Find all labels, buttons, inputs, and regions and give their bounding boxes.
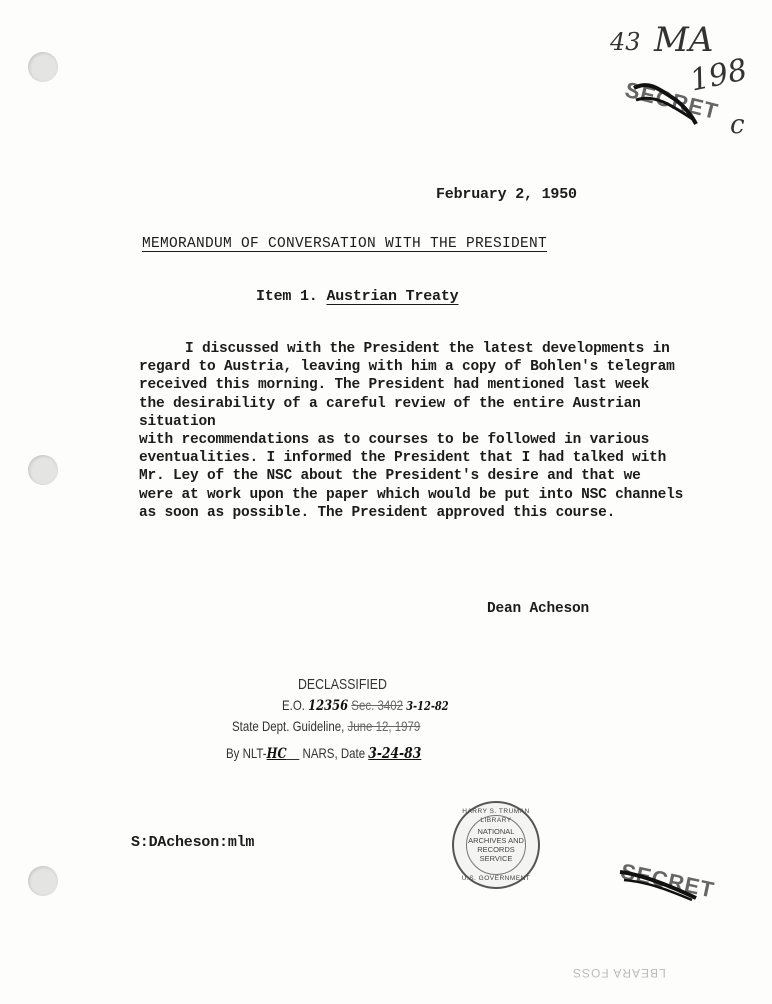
eo-struck: Sec. 3402 <box>351 697 404 713</box>
punch-hole <box>28 866 58 896</box>
item-subject: Austrian Treaty <box>326 288 459 305</box>
body-line: the desirability of a careful review of the entire Austrian situation <box>139 395 641 430</box>
strike-mark-bottom <box>618 864 702 904</box>
body-line: regard to Austria, leaving with him a copy of Bohlen's telegram <box>139 359 675 376</box>
body-line: were at work upon the paper which would be put into NSC channels <box>139 486 684 503</box>
handwritten-scribble: 198 <box>686 52 751 99</box>
seal-line: SERVICE <box>479 854 513 863</box>
by-label: By NLT- <box>226 745 267 761</box>
memo-date: February 2, 1950 <box>436 186 577 203</box>
truman-library-seal <box>452 801 540 889</box>
guideline-line <box>232 718 420 734</box>
seal-ring-top: HARRY S. TRUMAN LIBRARY <box>462 808 530 824</box>
signer-name: Dean Acheson <box>487 601 590 617</box>
nars-label: NARS, Date <box>302 745 366 761</box>
strike-mark-top <box>630 80 700 130</box>
guideline-label: State Dept. Guideline, <box>232 718 345 734</box>
punch-hole <box>28 52 58 82</box>
memo-title: MEMORANDUM OF CONVERSATION WITH THE PRESIDENT <box>142 236 548 252</box>
body-line: received this morning. The President had mentioned last week <box>139 377 650 394</box>
item-label: Item 1. <box>256 288 318 305</box>
classification-secret-bottom: SECRET <box>618 858 717 903</box>
item-heading <box>256 288 458 305</box>
eo-line <box>282 697 449 714</box>
body-line: eventualities. I informed the President that I had talked with <box>139 450 667 467</box>
guideline-struck: June 12, 1979 <box>347 718 421 734</box>
memo-body <box>139 340 699 522</box>
handwritten-initials: MA <box>654 20 714 60</box>
seal-ring-bottom: U.S. GOVERNMENT <box>461 875 531 882</box>
body-line: I discussed with the President the latest developments in <box>185 341 670 357</box>
punch-hole <box>28 455 58 485</box>
handwritten-page-number: 43 <box>610 28 641 56</box>
classification-secret-top: SECRET <box>622 76 721 125</box>
declassified-heading: DECLASSIFIED <box>298 676 387 693</box>
typist-initials: S:DAcheson:mlm <box>131 834 255 851</box>
seal-line: NATIONAL <box>477 827 515 836</box>
body-line: Mr. Ley of the NSC about the President's desire and that we <box>139 468 641 485</box>
body-line: as soon as possible. The President approved this course. <box>139 504 616 521</box>
eo-label: E.O. <box>282 697 305 713</box>
by-handwritten: HC <box>266 746 287 762</box>
eo-date-handwritten: 3-12-82 <box>406 699 449 713</box>
seal-line: ARCHIVES AND <box>468 836 524 845</box>
by-line <box>226 744 421 762</box>
footer-bleed-mark: LBEARA FOSS <box>572 966 666 980</box>
eo-handwritten: 12356 <box>308 698 349 714</box>
nars-date-handwritten: 3-24-83 <box>368 744 422 762</box>
classification-suffix: c <box>730 110 745 140</box>
seal-line: RECORDS <box>477 845 515 854</box>
body-line: with recommendations as to courses to be followed in various <box>139 432 650 449</box>
